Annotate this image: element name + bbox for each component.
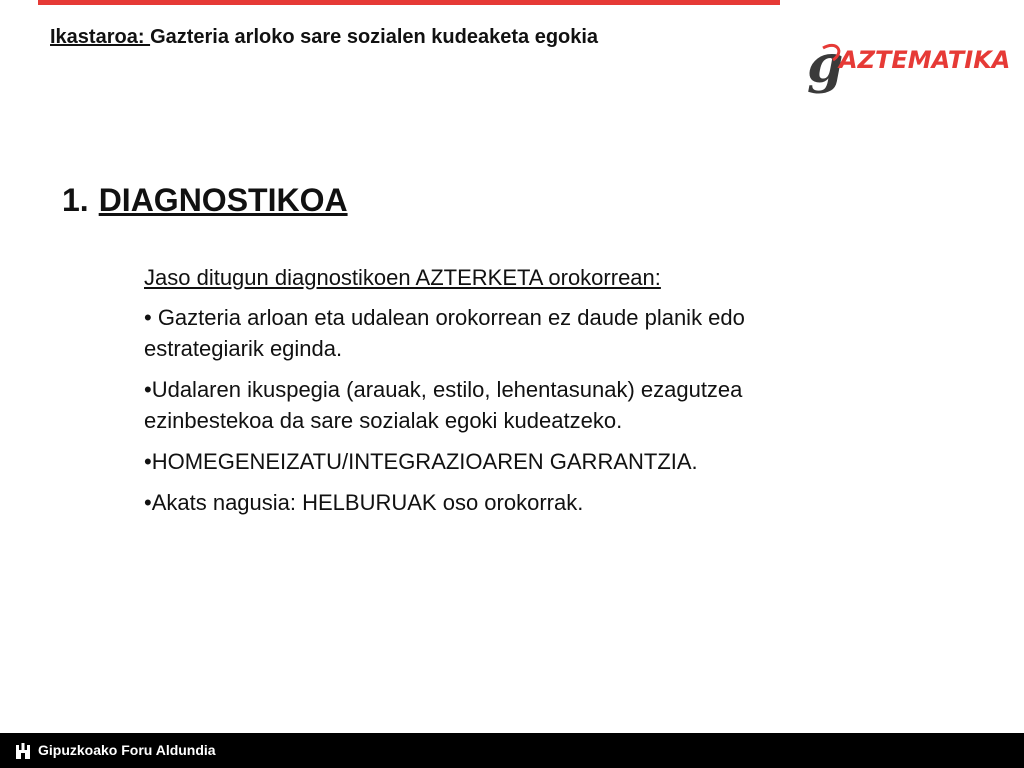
crest-icon <box>14 742 32 760</box>
section-title: DIAGNOSTIKOA <box>98 182 348 218</box>
bullet-item: •Udalaren ikuspegia (arauak, estilo, lehentasunak) ezagutzea ezinbestekoa da sare sozialak egoki kudeatzeko. <box>144 377 743 433</box>
course-title-name: Gazteria arloko sare sozialen kudeaketa egokia <box>150 26 599 48</box>
gaztematika-logo <box>803 34 1011 95</box>
course-title <box>50 26 598 49</box>
bullet-item: • Gazteria arloan eta udalean orokorrean ez daude planik edo estrategiarik eginda. <box>144 305 745 361</box>
footer-bar <box>0 733 1024 768</box>
section-number: 1. <box>62 182 89 218</box>
diagnosis-content <box>144 262 864 528</box>
footer-org-name: Gipuzkoako Foru Aldundia <box>38 742 216 758</box>
logo-initial: g <box>807 34 844 95</box>
logo-wordmark: AZTEMATIKA <box>839 46 1011 74</box>
course-title-prefix: Ikastaroa: <box>50 26 151 48</box>
bullet-item: •Akats nagusia: HELBURUAK oso orokorrak. <box>144 490 584 515</box>
content-intro: Jaso ditugun diagnostikoen AZTERKETA orokorrean: <box>144 265 661 290</box>
top-accent-rule <box>38 0 780 5</box>
section-heading <box>62 182 348 219</box>
bullet-item: •HOMEGENEIZATU/INTEGRAZIOAREN GARRANTZIA. <box>144 449 698 474</box>
